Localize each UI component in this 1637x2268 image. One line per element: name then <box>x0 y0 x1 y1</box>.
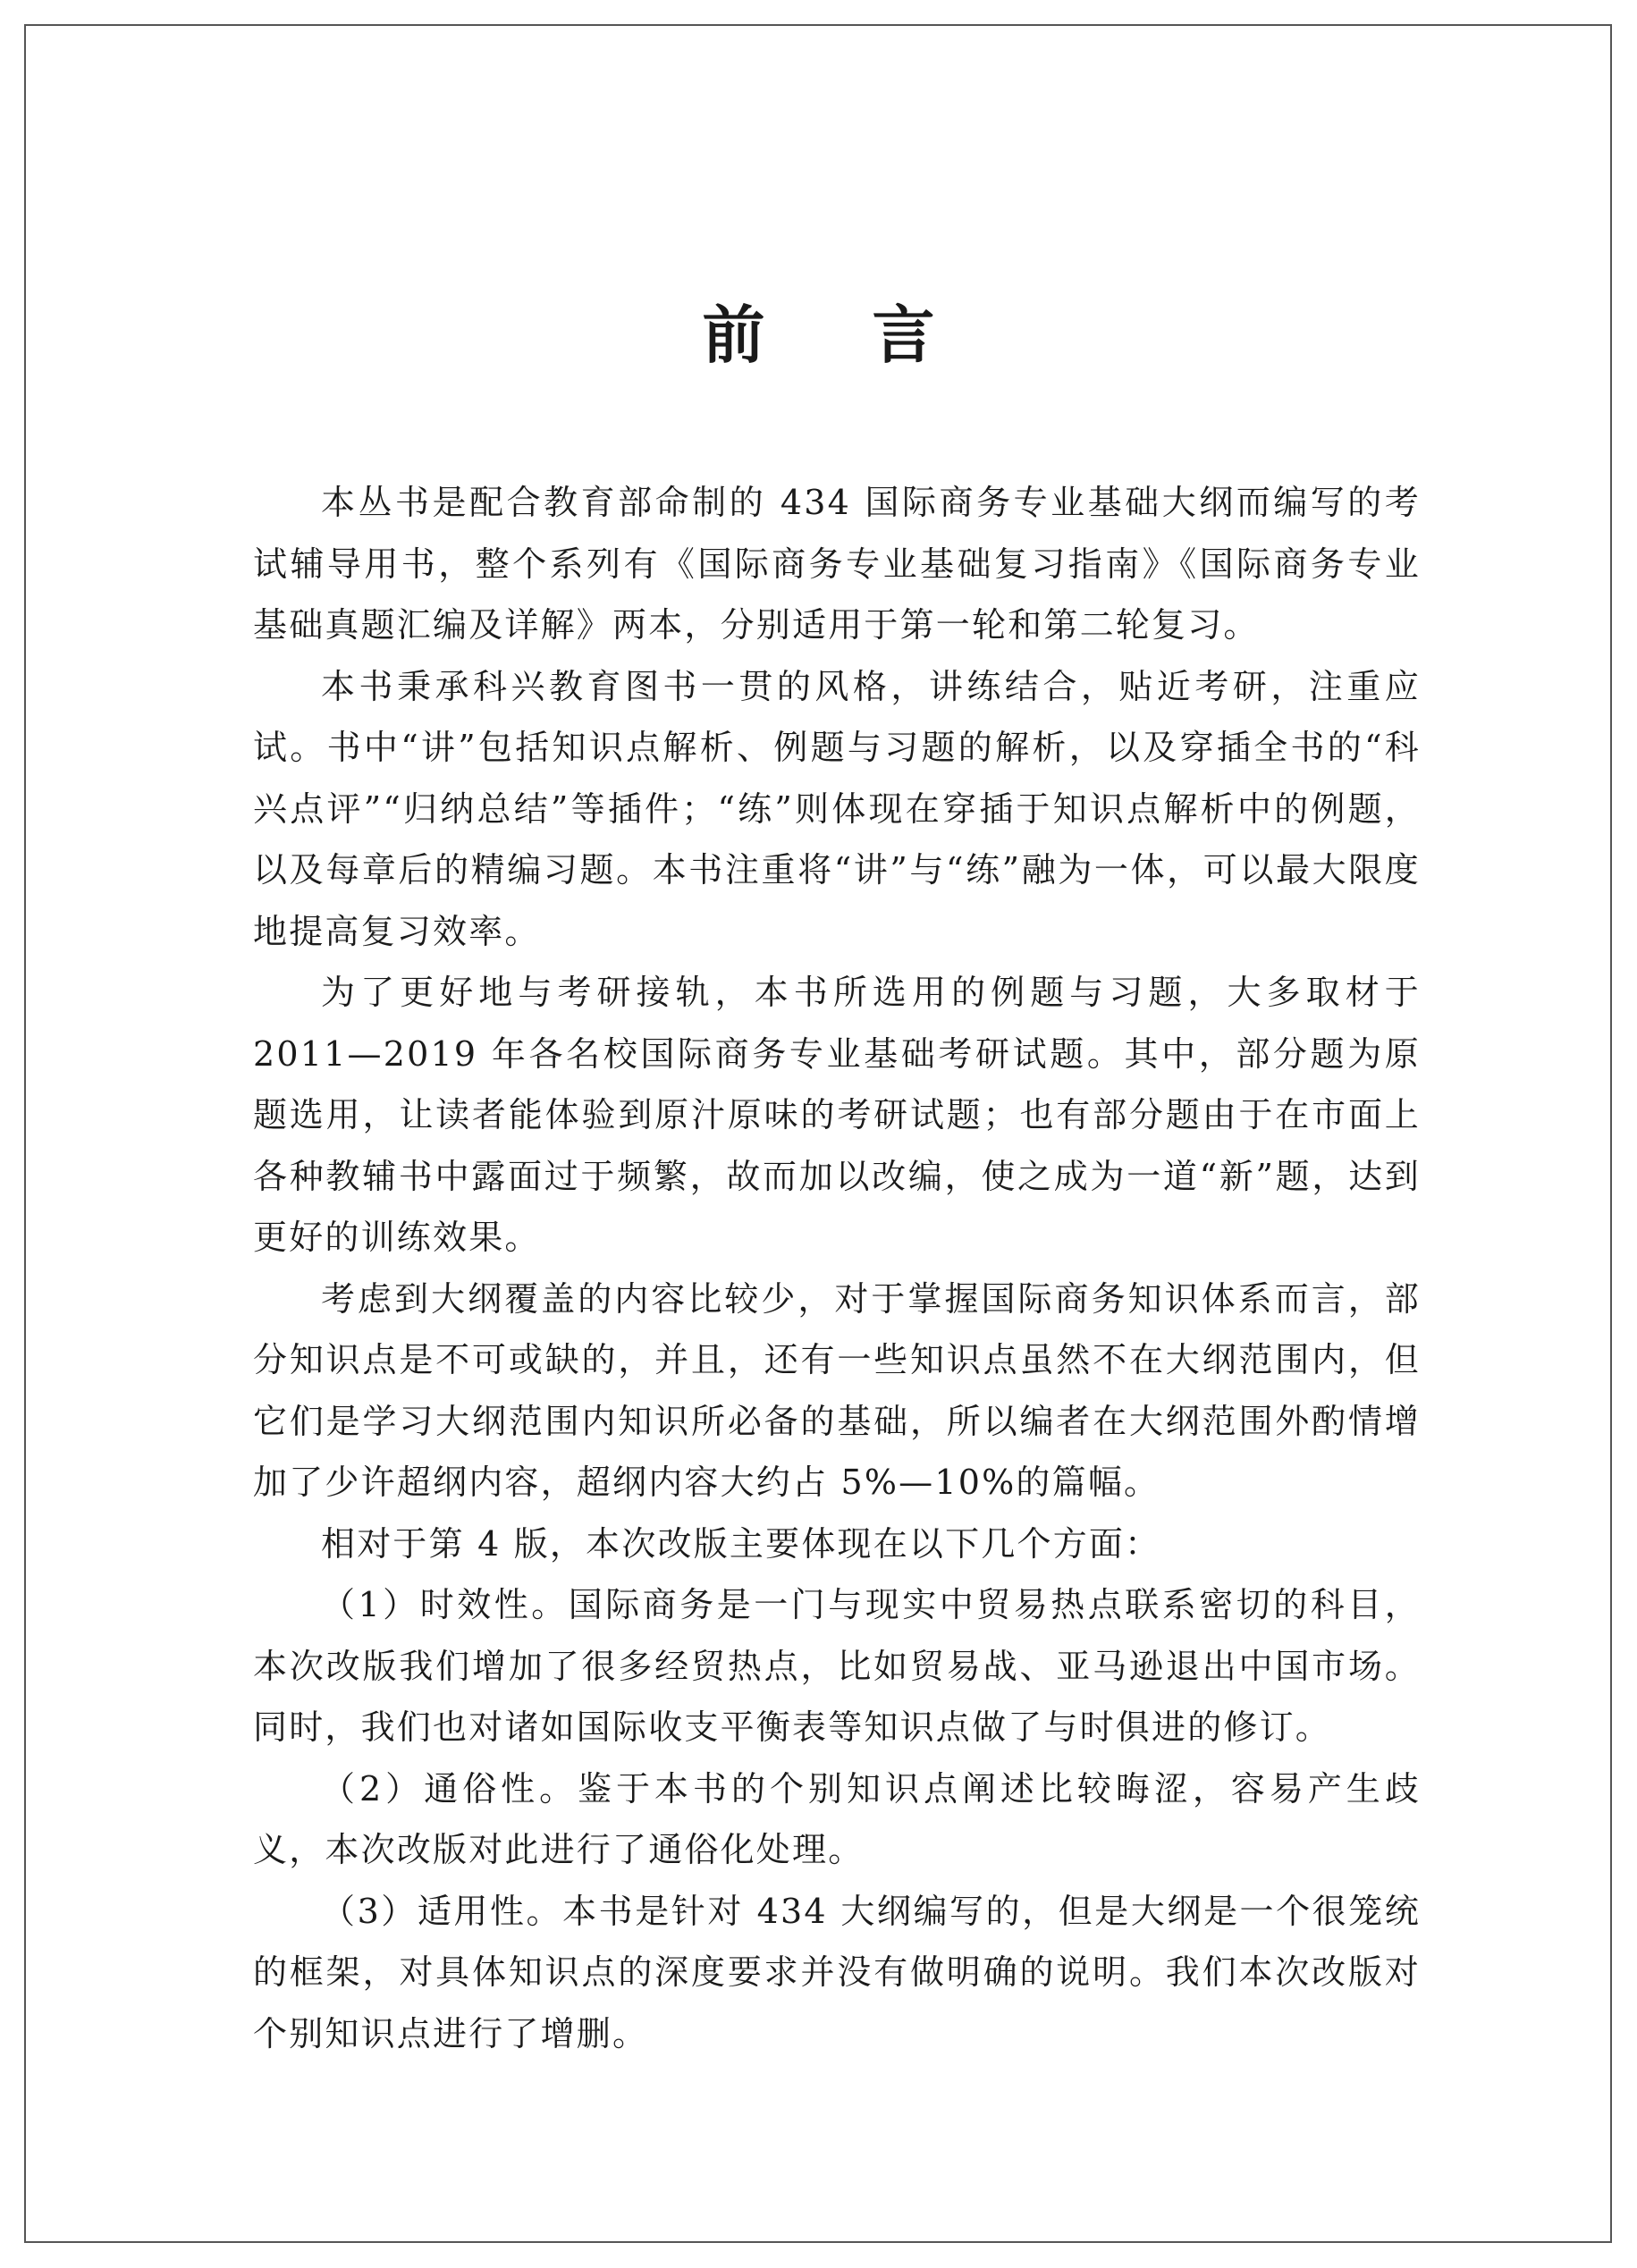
title-char-1: 前 <box>702 298 765 372</box>
title-char-2: 言 <box>872 298 935 372</box>
paragraph-1: 本丛书是配合教育部命制的 434 国际商务专业基础大纲而编写的考试辅导用书，整个系列有《国际商务专业基础复习指南》《国际商务专业基础真题汇编及详解》两本，分别适用于第一轮和第二轮复习。 <box>253 483 1421 645</box>
paragraph-2: 本书秉承科兴教育图书一贯的风格，讲练结合，贴近考研，注重应试。书中“讲”包括知识点解析、例题与习题的解析，以及穿插全书的“科兴点评”“归纳总结”等插件；“练”则体现在穿插于知识点解析中的例题，以及每章后的精编习题。本书注重将“讲”与“练”融为一体，可以最大限度地提高复习效率。 <box>253 666 1421 951</box>
paragraph-8: （3）适用性。本书是针对 434 大纲编写的，但是大纲是一个很笼统的框架，对具体知识点的深度要求并没有做明确的说明。我们本次改版对个别知识点进行了增删。 <box>253 1891 1421 2053</box>
paragraph-3: 为了更好地与考研接轨，本书所选用的例题与习题，大多取材于 2011—2019 年各名校国际商务专业基础考研试题。其中，部分题为原题选用，让读者能体验到原汁原味的考研试题；也有部分题由于在市面上各种教辅书中露面过于频繁，故而加以改编，使之成为一道“新”题，达到更好的训练效果。 <box>253 973 1421 1257</box>
paragraph-4: 考虑到大纲覆盖的内容比较少，对于掌握国际商务知识体系而言，部分知识点是不可或缺的，并且，还有一些知识点虽然不在大纲范围内，但它们是学习大纲范围内知识所必备的基础，所以编者在大纲范围外酌情增加了少许超纲内容，超纲内容大约占 5%—10%的篇幅。 <box>253 1278 1421 1502</box>
paragraph-5: 相对于第 4 版，本次改版主要体现在以下几个方面： <box>321 1523 1161 1564</box>
paragraph-7: （2）通俗性。鉴于本书的个别知识点阐述比较晦涩，容易产生歧义，本次改版对此进行了通俗化处理。 <box>253 1768 1421 1869</box>
paragraph-6: （1）时效性。国际商务是一门与现实中贸易热点联系密切的科目，本次改版我们增加了很多经贸热点，比如贸易战、亚马逊退出中国市场。同时，我们也对诸如国际收支平衡表等知识点做了与时俱进的修订。 <box>253 1585 1421 1747</box>
preface-body <box>253 472 1421 2064</box>
page-title <box>0 298 1637 372</box>
